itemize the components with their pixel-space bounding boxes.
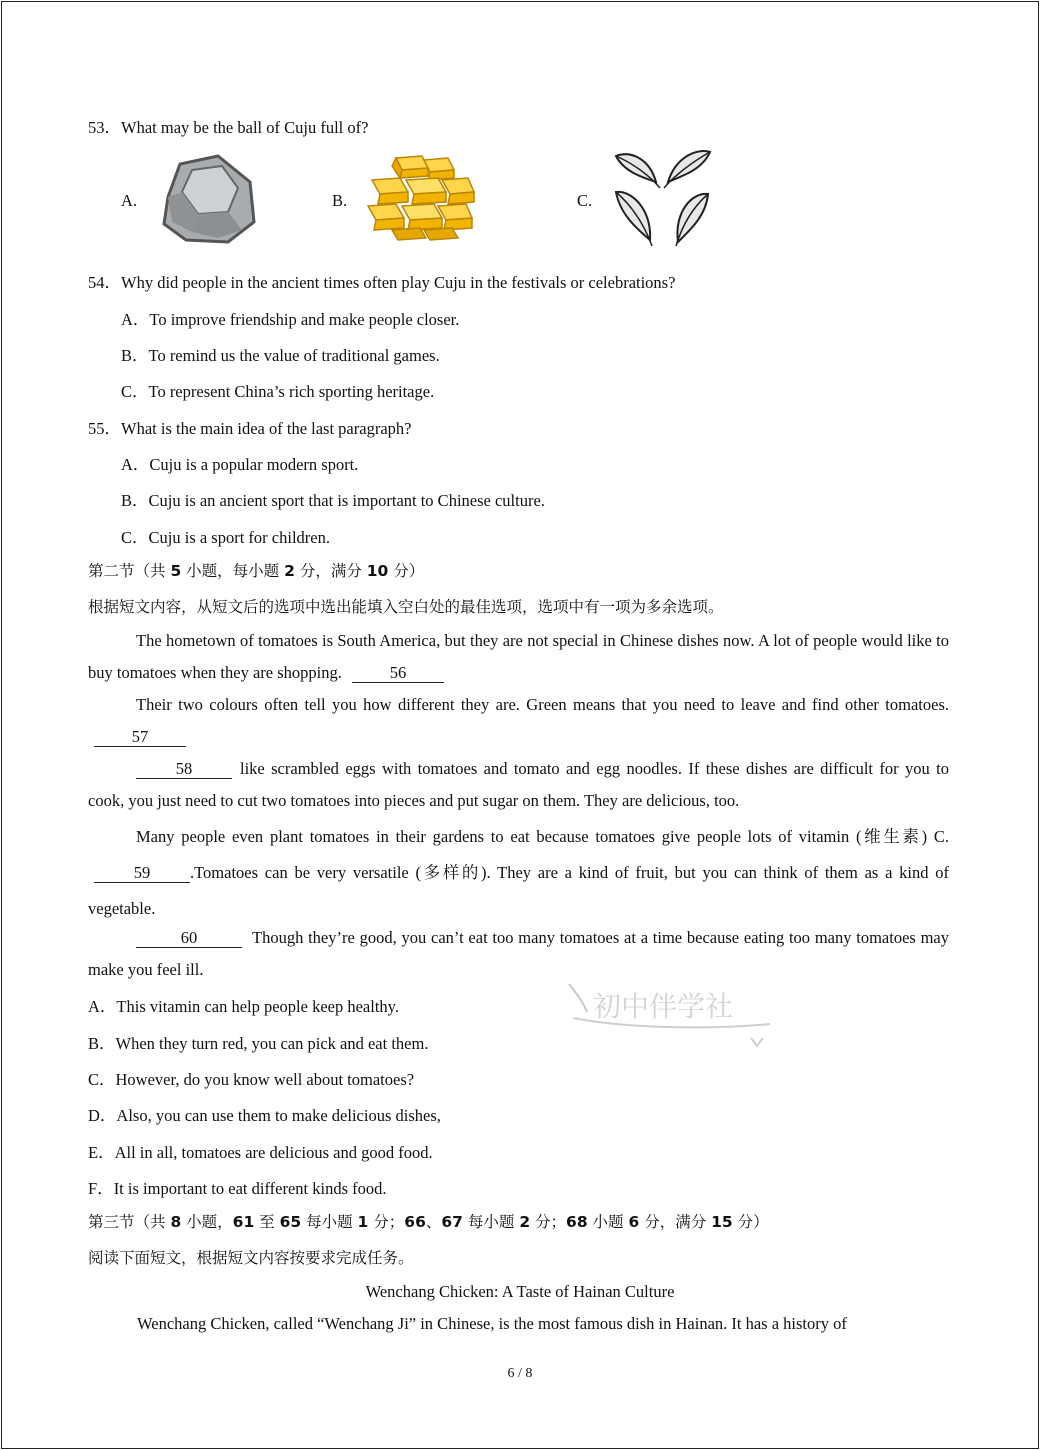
passage-paragraph-2: Their two colours often tell you how different they are. Green means that you need to leave and find other tomatoes. 57 [88,689,949,753]
q53-label-c: C. [577,191,593,210]
q55-stem: 55．What is the main idea of the last paragraph? [88,419,412,438]
blank-56[interactable]: 56 [352,664,444,683]
section2-option-b: B．When they turn red, you can pick and eat them. [88,1034,429,1053]
section2-instruction: 根据短文内容，从短文后的选项中选出能填入空白处的最佳选项，选项中有一项为多余选项。 [88,598,724,616]
blank-59[interactable]: 59 [94,864,190,883]
q55-option-c: C．Cuju is a sport for children. [121,528,330,547]
q54-stem: 54．Why did people in the ancient times often play Cuju in the festivals or celebrations? [88,273,676,292]
q54-option-a: A．To improve friendship and make people closer. [121,310,460,329]
section2-heading: 第二节（共 5 小题，每小题 2 分，满分 10 分） [88,562,425,580]
section2-option-d: D．Also, you can use them to make delicious dishes, [88,1106,441,1125]
section3-instruction: 阅读下面短文，根据短文内容按要求完成任务。 [88,1249,414,1267]
feathers-image [610,148,714,248]
rock-image [158,152,258,246]
section2-option-e: E．All in all, tomatoes are delicious and good food. [88,1143,433,1162]
blank-58[interactable]: 58 [136,760,232,779]
section2-option-f: F．It is important to eat different kinds food. [88,1179,387,1198]
section2-option-c: C．However, do you know well about tomatoes? [88,1070,415,1089]
q53-stem: 53．What may be the ball of Cuju full of? [88,118,369,137]
q53-label-b: B. [332,191,348,210]
q55-option-a: A．Cuju is a popular modern sport. [121,455,359,474]
gold-bars-image [362,152,480,244]
q53-label-a: A. [121,191,138,210]
q54-option-b: B．To remind us the value of traditional games. [121,346,440,365]
passage-title: Wenchang Chicken: A Taste of Hainan Culture [365,1282,675,1301]
passage-paragraph-3: 58 like scrambled eggs with tomatoes and tomato and egg noodles. If these dishes are difficult for you to cook, you just need to cut two tomatoes into pieces and put sugar on them. They are delicious, too. [88,759,949,810]
page-number: 6 / 8 [507,1366,533,1381]
blank-57[interactable]: 57 [94,728,186,747]
passage-paragraph-5: 60 Though they’re good, you can’t eat too many tomatoes at a time because eating too many tomatoes may make you feel ill. [88,928,949,979]
q54-option-c: C．To represent China’s rich sporting heritage. [121,382,435,401]
watermark-text: 初中伴学社 [593,990,734,1023]
section3-paragraph-1: Wenchang Chicken, called “Wenchang Ji” in Chinese, is the most famous dish in Hainan. It has a history of [137,1314,847,1333]
passage-paragraph-1: The hometown of tomatoes is South America, but they are not special in Chinese dishes now. A lot of people would like to buy tomatoes when they are shopping. 56 [88,631,949,682]
q55-option-b: B．Cuju is an ancient sport that is important to Chinese culture. [121,491,545,510]
section3-heading: 第三节（共 8 小题，61 至 65 每小题 1 分；66、67 每小题 2 分；68 小题 6 分，满分 15 分） [88,1213,769,1231]
blank-60[interactable]: 60 [136,929,242,948]
passage-paragraph-4: Many people even plant tomatoes in their gardens to eat because tomatoes give people lots of vitamin (维生素) C. 59 .Tomatoes can be very versatile (多样的). They are a kind of fruit, but you can think of them as a kind of vegetable. [88,827,949,918]
watermark-logo [565,978,775,1058]
section2-option-a: A．This vitamin can help people keep healthy. [88,997,399,1016]
